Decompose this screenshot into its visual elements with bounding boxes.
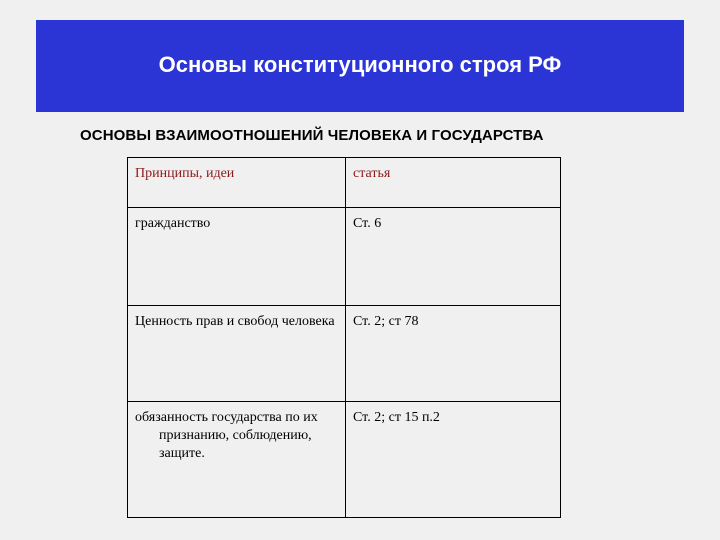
header-principles: Принципы, идеи (128, 158, 346, 208)
cell-principle (128, 208, 346, 306)
table-row (128, 402, 561, 518)
principle-text: гражданство (135, 216, 211, 231)
table-header-row (128, 158, 561, 208)
principles-table (127, 157, 561, 518)
cell-principle (128, 306, 346, 402)
principle-text: обязанность государства по их признанию, соблюдению, защите. (135, 410, 318, 461)
title-banner (36, 20, 684, 112)
principle-text: Ценность прав и свобод человека (135, 314, 335, 329)
table-row (128, 208, 561, 306)
slide-title: Основы конституционного строя РФ (158, 52, 562, 77)
cell-article: Ст. 2; ст 78 (346, 306, 561, 402)
cell-principle (128, 402, 346, 518)
cell-article: Ст. 2; ст 15 п.2 (346, 402, 561, 518)
header-article: статья (346, 158, 561, 208)
cell-article: Ст. 6 (346, 208, 561, 306)
slide-subtitle: ОСНОВЫ ВЗАИМООТНОШЕНИЙ ЧЕЛОВЕКА И ГОСУДАРСТВА (80, 127, 544, 144)
table-row (128, 306, 561, 402)
